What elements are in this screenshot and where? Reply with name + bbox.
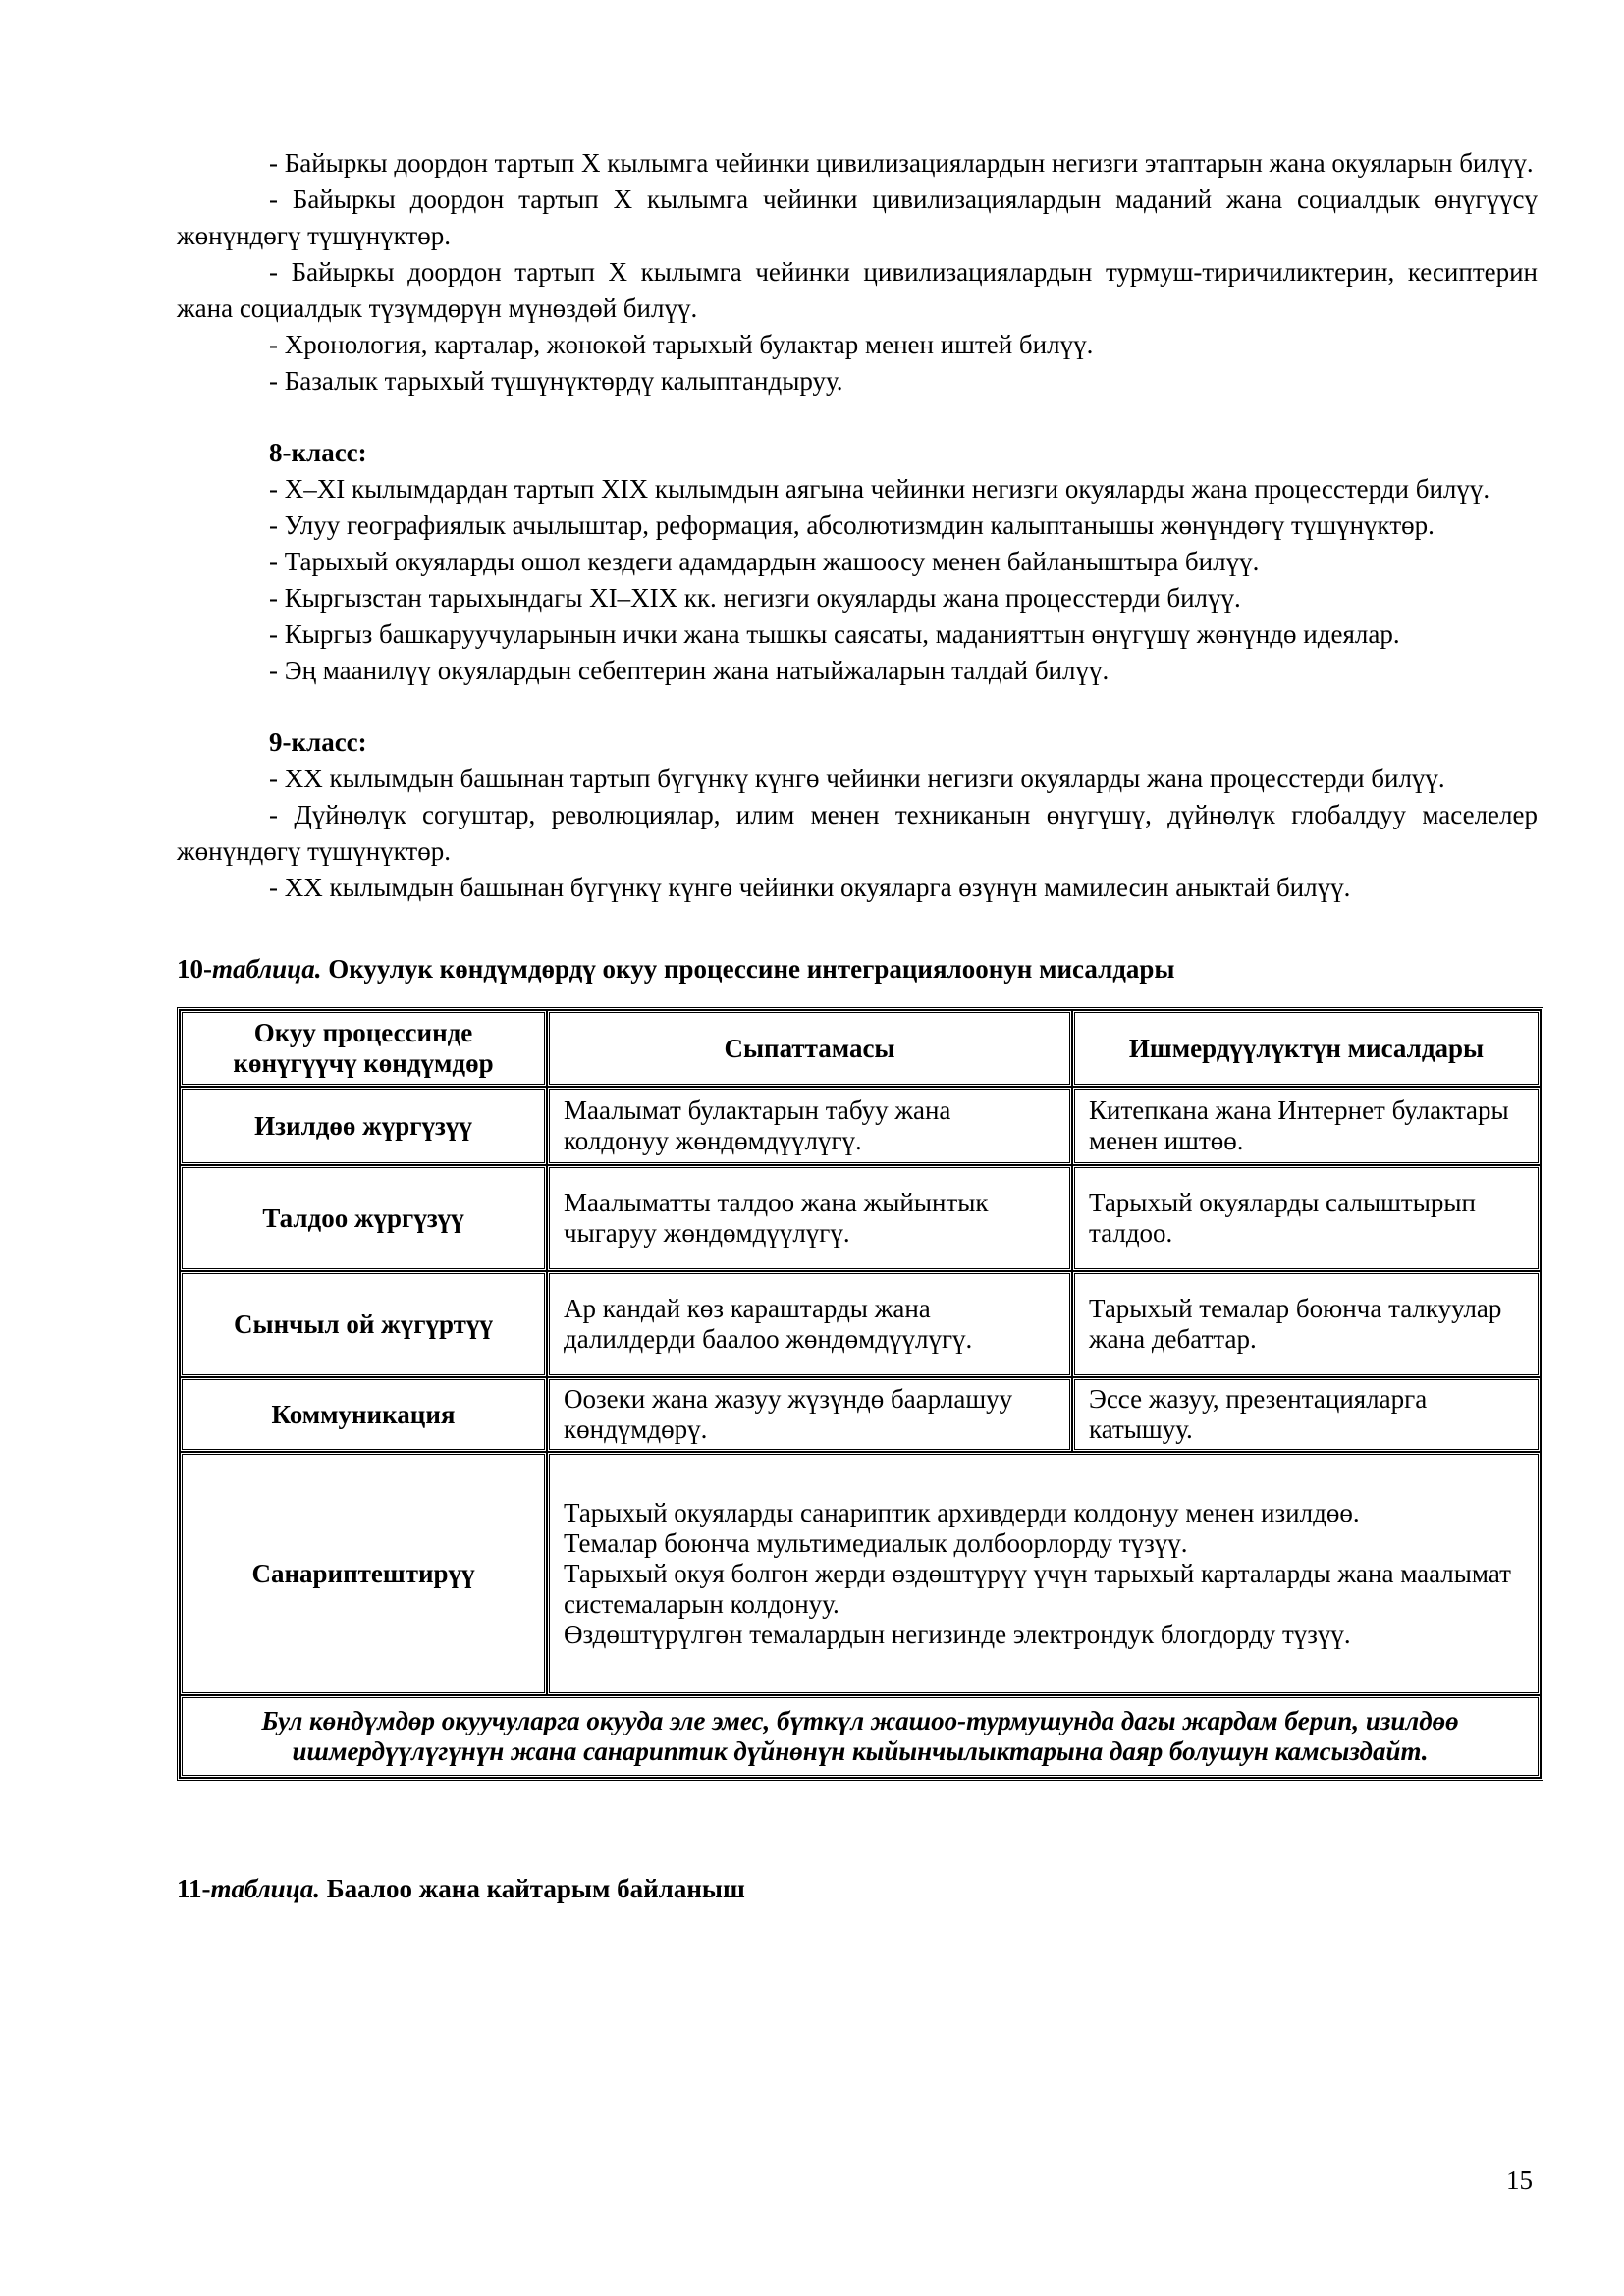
digital-line: Тарыхый окуяларды санариптик архивдерди колдонуу менен изилдөө.	[564, 1497, 1360, 1527]
table-row	[180, 1271, 1541, 1377]
page-number: 15	[1506, 2165, 1533, 2195]
table11-caption-num: 11-	[177, 1874, 211, 1903]
digital-line: Тарыхый окуя болгон жерди өздөштүрүү үчүн тарыхый карталарды жана маалымат системаларын колдонуу.	[564, 1558, 1511, 1619]
table10-header-row	[180, 1010, 1541, 1087]
grade9-item-1: - XX кылымдын башынан тартып бүгүнкү күнгө чейинки негизги окуяларды жана процесстерди билүү.	[269, 764, 1445, 793]
digital-line: Темалар боюнча мультимедиалык долбоорлорду түзүү.	[564, 1527, 1188, 1558]
table-row	[180, 1087, 1541, 1165]
table10-caption-text: Окуулук көндүмдөрдү окуу процессине интеграциялоонун мисалдары	[321, 954, 1175, 984]
digital-line: Өздөштүрүлгөн темалардын негизинде электрондук блогдорду түзүү.	[564, 1619, 1351, 1649]
grade8-item-2: - Улуу географиялык ачылыштар, реформация, абсолютизмдин калыптанышы жөнүндөгү түшүнүктөр.	[269, 510, 1435, 540]
grade8-item-4: - Кыргызстан тарыхындагы XI–XIX кк. негизги окуяларды жана процесстерди билүү.	[269, 583, 1241, 613]
description-cell: Маалыматты талдоо жана жыйынтык чыгаруу жөндөмдүүлүгү.	[547, 1165, 1072, 1271]
intro-item-2: - Байыркы доордон тартып X кылымга чейинки цивилизациялардын маданий жана социалдык өнүгүүсү жөнүндөгү түшүнүктөр.	[177, 185, 1538, 250]
grade8-item-1: - X–XI кылымдардан тартып XIX кылымдын аягына чейинки негизги окуяларды жана процесстерди билүү.	[269, 474, 1490, 504]
table-row	[180, 1377, 1541, 1452]
example-cell: Эссе жазуу, презентацияларга катышуу.	[1072, 1377, 1541, 1452]
grade8-item-5: - Кыргыз башкаруучуларынын ички жана тышкы саясаты, маданияттын өнүгүшү жөнүндө идеялар.	[269, 619, 1400, 649]
table10-caption-num: 10-	[177, 954, 212, 984]
skill-cell: Изилдөө жүргүзүү	[180, 1087, 547, 1165]
description-cell: Оозеки жана жазуу жүзүндө баарлашуу көндүмдөрү.	[547, 1377, 1072, 1452]
table11-caption-ital: таблица.	[210, 1874, 320, 1903]
grade8-item-6: - Эң маанилүү окуялардын себептерин жана натыйжаларын талдай билүү.	[269, 656, 1110, 685]
skill-cell: Сынчыл ой жүгүртүү	[180, 1271, 547, 1377]
intro-item-5: - Базалык тарыхый түшүнүктөрдү калыптандыруу.	[269, 366, 843, 396]
table11-caption-text: Баалоо жана кайтарым байланыш	[319, 1874, 745, 1903]
table10-header-examples: Ишмердүүлүктүн мисалдары	[1072, 1010, 1541, 1087]
skill-cell: Талдоо жүргүзүү	[180, 1165, 547, 1271]
grade9-item-2: - Дүйнөлүк согуштар, революциялар, илим менен техниканын өнүгүшү, дүйнөлүк глобалдуу маселелер жөнүндөгү түшүнүктөр.	[177, 800, 1538, 866]
example-cell: Тарыхый окуяларды салыштырып талдоо.	[1072, 1165, 1541, 1271]
table10-header-skills: Окуу процессинде көнүгүүчү көндүмдөр	[180, 1010, 547, 1087]
example-cell: Тарыхый темалар боюнча талкуулар жана дебаттар.	[1072, 1271, 1541, 1377]
description-cell: Ар кандай көз караштарды жана далилдерди баалоо жөндөмдүүлүгү.	[547, 1271, 1072, 1377]
intro-item-1: - Байыркы доордон тартып X кылымга чейинки цивилизациялардын негизги этаптарын жана окуяларын билүү.	[269, 148, 1534, 178]
example-cell: Китепкана жана Интернет булактары менен иштөө.	[1072, 1087, 1541, 1165]
table-row	[180, 1165, 1541, 1271]
digital-description-cell	[547, 1452, 1541, 1695]
grade8-heading: 8-класс:	[269, 438, 367, 467]
intro-item-4: - Хронология, карталар, жөнөкөй тарыхый булактар менен иштей билүү.	[269, 330, 1094, 359]
table10-caption-ital: таблица.	[212, 954, 322, 984]
grade9-heading: 9-класс:	[269, 727, 367, 757]
skill-cell: Санариптештирүү	[180, 1452, 547, 1695]
intro-item-3: - Байыркы доордон тартып X кылымга чейинки цивилизациялардын турмуш-тиричиликтерин, кесиптерин жана социалдык түзүмдөрүн мүнөздөй билүү.	[177, 257, 1538, 323]
table11-caption	[177, 1871, 1538, 1907]
table-row-digital	[180, 1452, 1541, 1695]
grade8-item-3: - Тарыхый окуяларды ошол кездеги адамдардын жашоосу менен байланыштыра билүү.	[269, 547, 1260, 576]
table10-caption	[177, 951, 1538, 988]
description-cell: Маалымат булактарын табуу жана колдонуу жөндөмдүүлүгү.	[547, 1087, 1072, 1165]
table10	[177, 1007, 1543, 1781]
table10-header-description: Сыпаттамасы	[547, 1010, 1072, 1087]
page-content	[177, 145, 1538, 1907]
skill-cell: Коммуникация	[180, 1377, 547, 1452]
grade9-item-3: - XX кылымдын башынан бүгүнкү күнгө чейинки окуяларга өзүнүн мамилесин аныктай билүү.	[269, 873, 1351, 902]
table10-note: Бул көндүмдөр окуучуларга окууда эле эмес, бүткүл жашоо-турмушунда дагы жардам берип, изилдөө ишмердүүлүгүнүн жана санариптик дүйнөнүн кыйынчылыктарына даяр болушун камсыздайт.	[180, 1695, 1541, 1778]
table10-note-row	[180, 1695, 1541, 1778]
